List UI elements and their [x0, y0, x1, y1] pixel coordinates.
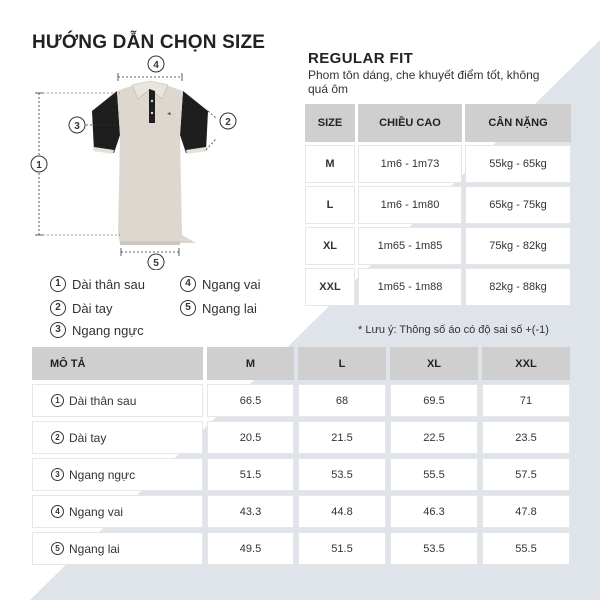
measure-value: 55.5	[390, 458, 478, 491]
measure-value: 55.5	[482, 532, 570, 565]
measure-label: Ngang vai	[69, 504, 124, 519]
height-cell: 1m65 - 1m88	[358, 268, 462, 306]
measure-value: 23.5	[482, 421, 570, 454]
svg-text:4: 4	[153, 60, 159, 71]
legend-item	[50, 300, 112, 316]
legend-item	[180, 276, 261, 292]
measure-table-header: XL	[390, 347, 478, 380]
fit-description: Phom tôn dáng, che khuyết điểm tốt, không quá ôm	[308, 68, 540, 96]
measure-table-header: XXL	[482, 347, 570, 380]
number-2-icon: 2	[50, 300, 66, 316]
shirt-diagram	[20, 55, 280, 270]
legend-label: Ngang lai	[202, 300, 257, 316]
legend-item	[50, 322, 144, 338]
measure-desc	[32, 458, 203, 491]
measure-value: 20.5	[207, 421, 294, 454]
height-cell: 1m65 - 1m85	[358, 227, 462, 265]
number-2-icon: 2	[51, 431, 64, 444]
measure-table-header: L	[298, 347, 386, 380]
size-cell: XL	[305, 227, 355, 265]
measure-desc	[32, 384, 203, 417]
legend-label: Ngang ngực	[72, 322, 144, 338]
svg-text:1: 1	[36, 160, 42, 171]
measure-table-header: MÔ TẢ	[32, 347, 203, 380]
number-4-icon: 4	[51, 505, 64, 518]
number-4-icon: 4	[180, 276, 196, 292]
measurement-table	[32, 347, 570, 565]
legend-label: Dài thân sau	[72, 276, 145, 292]
placket	[149, 89, 155, 123]
measure-value: 71	[482, 384, 570, 417]
measure-value: 51.5	[207, 458, 294, 491]
marker-5	[148, 254, 164, 270]
measure-value: 43.3	[207, 495, 294, 528]
weight-cell: 65kg - 75kg	[465, 186, 571, 224]
weight-cell: 55kg - 65kg	[465, 145, 571, 183]
right-sleeve	[180, 91, 208, 153]
marker-2	[220, 113, 236, 129]
measure-value: 51.5	[298, 532, 386, 565]
measure-label: Dài thân sau	[69, 393, 137, 408]
weight-cell: 75kg - 82kg	[465, 227, 571, 265]
height-cell: 1m6 - 1m73	[358, 145, 462, 183]
measure-desc	[32, 421, 203, 454]
measure-value: 53.5	[390, 532, 478, 565]
marker-4	[148, 56, 164, 72]
legend-label: Ngang vai	[202, 276, 261, 292]
svg-text:3: 3	[74, 121, 80, 132]
measure-value: 21.5	[298, 421, 386, 454]
svg-text:5: 5	[153, 258, 159, 269]
measure-desc	[32, 495, 203, 528]
measure-label: Ngang lai	[69, 541, 120, 556]
fit-title: REGULAR FIT	[308, 50, 414, 67]
measure-value: 44.8	[298, 495, 386, 528]
measure-value: 46.3	[390, 495, 478, 528]
size-table-header: CÂN NẶNG	[465, 104, 571, 142]
weight-cell: 82kg - 88kg	[465, 268, 571, 306]
measure-value: 69.5	[390, 384, 478, 417]
number-1-icon: 1	[50, 276, 66, 292]
measure-value: 68	[298, 384, 386, 417]
number-3-icon: 3	[51, 468, 64, 481]
measure-value: 53.5	[298, 458, 386, 491]
legend-item	[180, 300, 257, 316]
measure-value: 49.5	[207, 532, 294, 565]
svg-text:2: 2	[225, 117, 231, 128]
number-1-icon: 1	[51, 394, 64, 407]
legend-label: Dài tay	[72, 300, 113, 316]
measure-value: 57.5	[482, 458, 570, 491]
measure-value: 66.5	[207, 384, 294, 417]
legend-item	[50, 276, 145, 292]
polo-shirt-illustration	[20, 55, 280, 270]
size-table	[305, 104, 571, 306]
number-5-icon: 5	[180, 300, 196, 316]
measure-value: 22.5	[390, 421, 478, 454]
number-5-icon: 5	[51, 542, 64, 555]
size-table-header: SIZE	[305, 104, 355, 142]
marker-1	[31, 156, 47, 172]
left-sleeve	[92, 91, 120, 153]
measure-label: Ngang ngực	[69, 467, 136, 482]
number-3-icon: 3	[50, 322, 66, 338]
size-table-header: CHIỀU CAO	[358, 104, 462, 142]
tolerance-note: * Lưu ý: Thông số áo có độ sai số +(-1)	[358, 324, 549, 336]
page-title: HƯỚNG DẪN CHỌN SIZE	[32, 32, 266, 53]
measurement-legend	[50, 276, 290, 340]
measure-table-header: M	[207, 347, 294, 380]
size-cell: L	[305, 186, 355, 224]
measure-desc	[32, 532, 203, 565]
height-cell: 1m6 - 1m80	[358, 186, 462, 224]
marker-3	[69, 117, 85, 133]
measure-value: 47.8	[482, 495, 570, 528]
measure-label: Dài tay	[69, 430, 107, 445]
size-cell: XXL	[305, 268, 355, 306]
size-cell: M	[305, 145, 355, 183]
